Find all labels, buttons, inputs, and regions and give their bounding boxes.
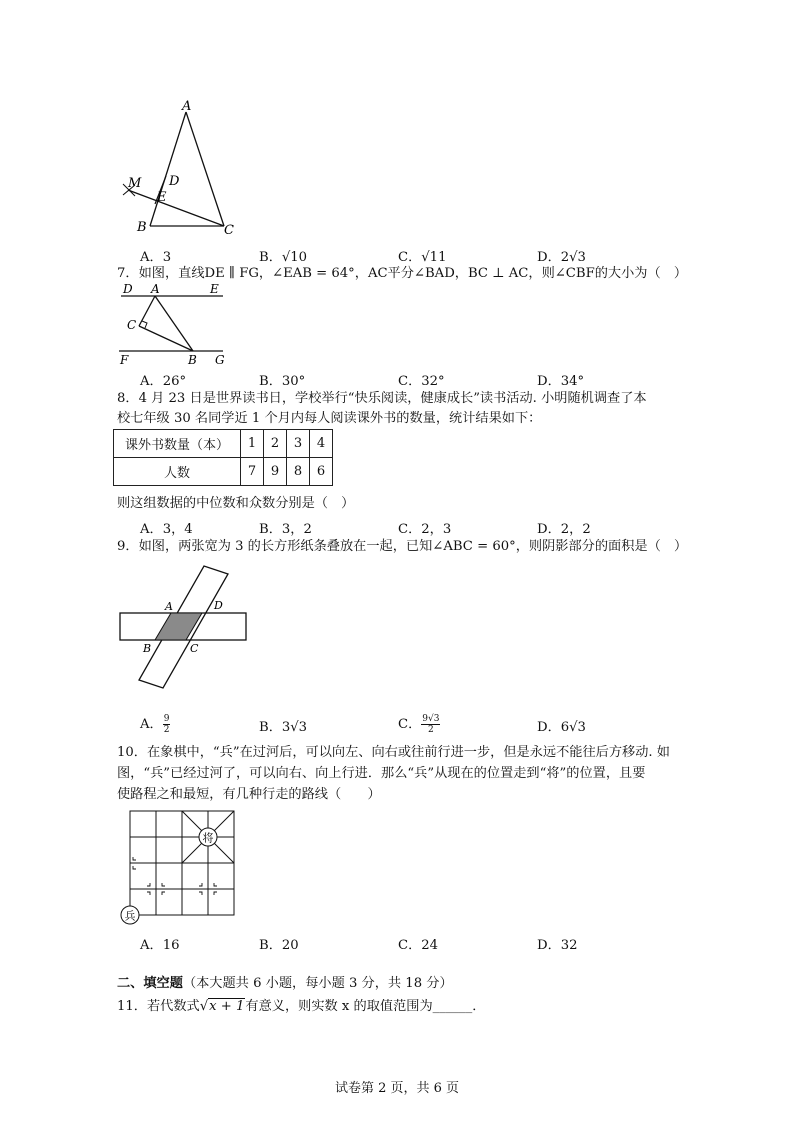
q8-stem-line2: 校七年级 30 名同学近 1 个月内每人阅读课外书的数量，统计结果如下： bbox=[117, 411, 542, 426]
section-note: （本大题共 6 小题，每小题 3 分，共 18 分） bbox=[182, 976, 453, 991]
segment-ac bbox=[139, 296, 155, 326]
table-cell: 2 bbox=[264, 430, 287, 458]
q8-option-a[interactable]: A．3，4 bbox=[140, 522, 193, 537]
q8-option-d[interactable]: D．2，2 bbox=[537, 522, 591, 537]
label-d: D bbox=[123, 282, 133, 296]
q8-question: 则这组数据的中位数和众数分别是（ ） bbox=[117, 496, 355, 511]
q8-option-c[interactable]: C．2，3 bbox=[398, 522, 452, 537]
label-b: B bbox=[188, 353, 197, 367]
soldier-piece-label: 兵 bbox=[124, 909, 136, 923]
label-d: D bbox=[214, 599, 223, 612]
q6-option-c[interactable]: C．√11 bbox=[398, 250, 447, 265]
q9-overlapping-strips-figure bbox=[115, 562, 255, 692]
q8-stem-line1: 8．4 月 23 日是世界读书日，学校举行“快乐阅读，健康成长”读书活动. 小明随机调查了本 bbox=[117, 391, 647, 406]
q7-option-c[interactable]: C．32° bbox=[398, 374, 445, 389]
q7-option-d[interactable]: D．34° bbox=[537, 374, 585, 389]
label-c: C bbox=[190, 642, 199, 655]
label-f: F bbox=[120, 353, 129, 367]
q10-stem-line2: 图，“兵”已经过河了，可以向右、向上行进．那么“兵”从现在的位置走到“将”的位置，且要 bbox=[117, 766, 646, 781]
q8-option-b[interactable]: B．3，2 bbox=[259, 522, 312, 537]
table-cell: 3 bbox=[287, 430, 310, 458]
table-cell: 4 bbox=[310, 430, 333, 458]
table-cell: 6 bbox=[310, 458, 333, 486]
q10-chess-board-figure bbox=[115, 806, 245, 926]
label-c: C bbox=[127, 318, 137, 332]
q6-option-b[interactable]: B．√10 bbox=[259, 250, 308, 265]
general-piece-label: 将 bbox=[202, 831, 214, 845]
label-a: A bbox=[165, 600, 173, 613]
label-d: D bbox=[169, 174, 180, 189]
table-header-cell: 人数 bbox=[114, 458, 241, 486]
q10-option-d[interactable]: D．32 bbox=[537, 938, 578, 953]
radicand: x + 1 bbox=[209, 999, 245, 1014]
label-e: E bbox=[210, 282, 219, 296]
page-footer: 试卷第 2 页，共 6 页 bbox=[334, 1081, 460, 1096]
q9-option-c[interactable]: C． $\frac{9√3}{2}$ bbox=[398, 714, 440, 735]
table-cell: 9 bbox=[264, 458, 287, 486]
q9-option-b[interactable]: B．3√3 bbox=[259, 720, 308, 735]
label-c: C bbox=[224, 223, 234, 238]
label-b: B bbox=[137, 220, 147, 235]
q9-stem: 9．如图，两张宽为 3 的长方形纸条叠放在一起，已知∠ABC = 60°，则阴影部分的面积是（ ） bbox=[117, 539, 688, 554]
q8-books-table bbox=[113, 429, 333, 486]
table-cell: 8 bbox=[287, 458, 310, 486]
q7-option-b[interactable]: B．30° bbox=[259, 374, 306, 389]
label-b: B bbox=[143, 642, 152, 655]
table-header-cell: 课外书数量（本） bbox=[114, 430, 241, 458]
q10-stem-line1: 10．在象棋中，“兵”在过河后，可以向左、向右或往前行进一步，但是永远不能往后方移动. 如 bbox=[117, 745, 670, 760]
q6-option-a[interactable]: A．3 bbox=[140, 250, 172, 265]
q10-option-a[interactable]: A．16 bbox=[140, 938, 180, 953]
q7-stem: 7．如图，直线DE ∥ FG，∠EAB = 64°，AC平分∠BAD，BC ⊥ AC，则∠CBF的大小为（ ） bbox=[117, 266, 688, 281]
q7-parallel-lines-figure bbox=[115, 282, 235, 368]
q9-option-d[interactable]: D．6√3 bbox=[537, 720, 586, 735]
table-row bbox=[114, 458, 333, 486]
q6-option-d[interactable]: D．2√3 bbox=[537, 250, 586, 265]
section-title: 二、填空题 bbox=[117, 976, 183, 991]
q10-option-c[interactable]: C．24 bbox=[398, 938, 439, 953]
label-a: A bbox=[182, 99, 192, 114]
section-2-heading bbox=[117, 975, 453, 993]
side-ab bbox=[150, 112, 186, 226]
fraction: $\frac{9√3}{2}$ bbox=[422, 714, 440, 735]
q6-triangle-figure bbox=[115, 96, 245, 241]
right-angle-mark bbox=[142, 321, 147, 328]
label-g: G bbox=[215, 353, 225, 367]
q10-stem-line3: 使路程之和最短，有几种行走的路线（ ） bbox=[117, 787, 381, 802]
q7-option-a[interactable]: A．26° bbox=[140, 374, 187, 389]
table-row bbox=[114, 430, 333, 458]
label-a: A bbox=[151, 282, 160, 296]
q11-stem: 11．若代数式√x + 1有意义，则实数 x 的取值范围为______． bbox=[117, 999, 486, 1014]
table-cell: 1 bbox=[241, 430, 264, 458]
side-ac bbox=[186, 112, 224, 226]
table-cell: 7 bbox=[241, 458, 264, 486]
q9-option-a[interactable]: A． $\frac{9}{2}$ bbox=[140, 714, 170, 735]
q10-option-b[interactable]: B．20 bbox=[259, 938, 299, 953]
fraction: $\frac{9}{2}$ bbox=[163, 714, 170, 735]
label-m: M bbox=[128, 176, 142, 191]
label-e: E bbox=[157, 190, 167, 205]
board-grid bbox=[130, 811, 234, 915]
